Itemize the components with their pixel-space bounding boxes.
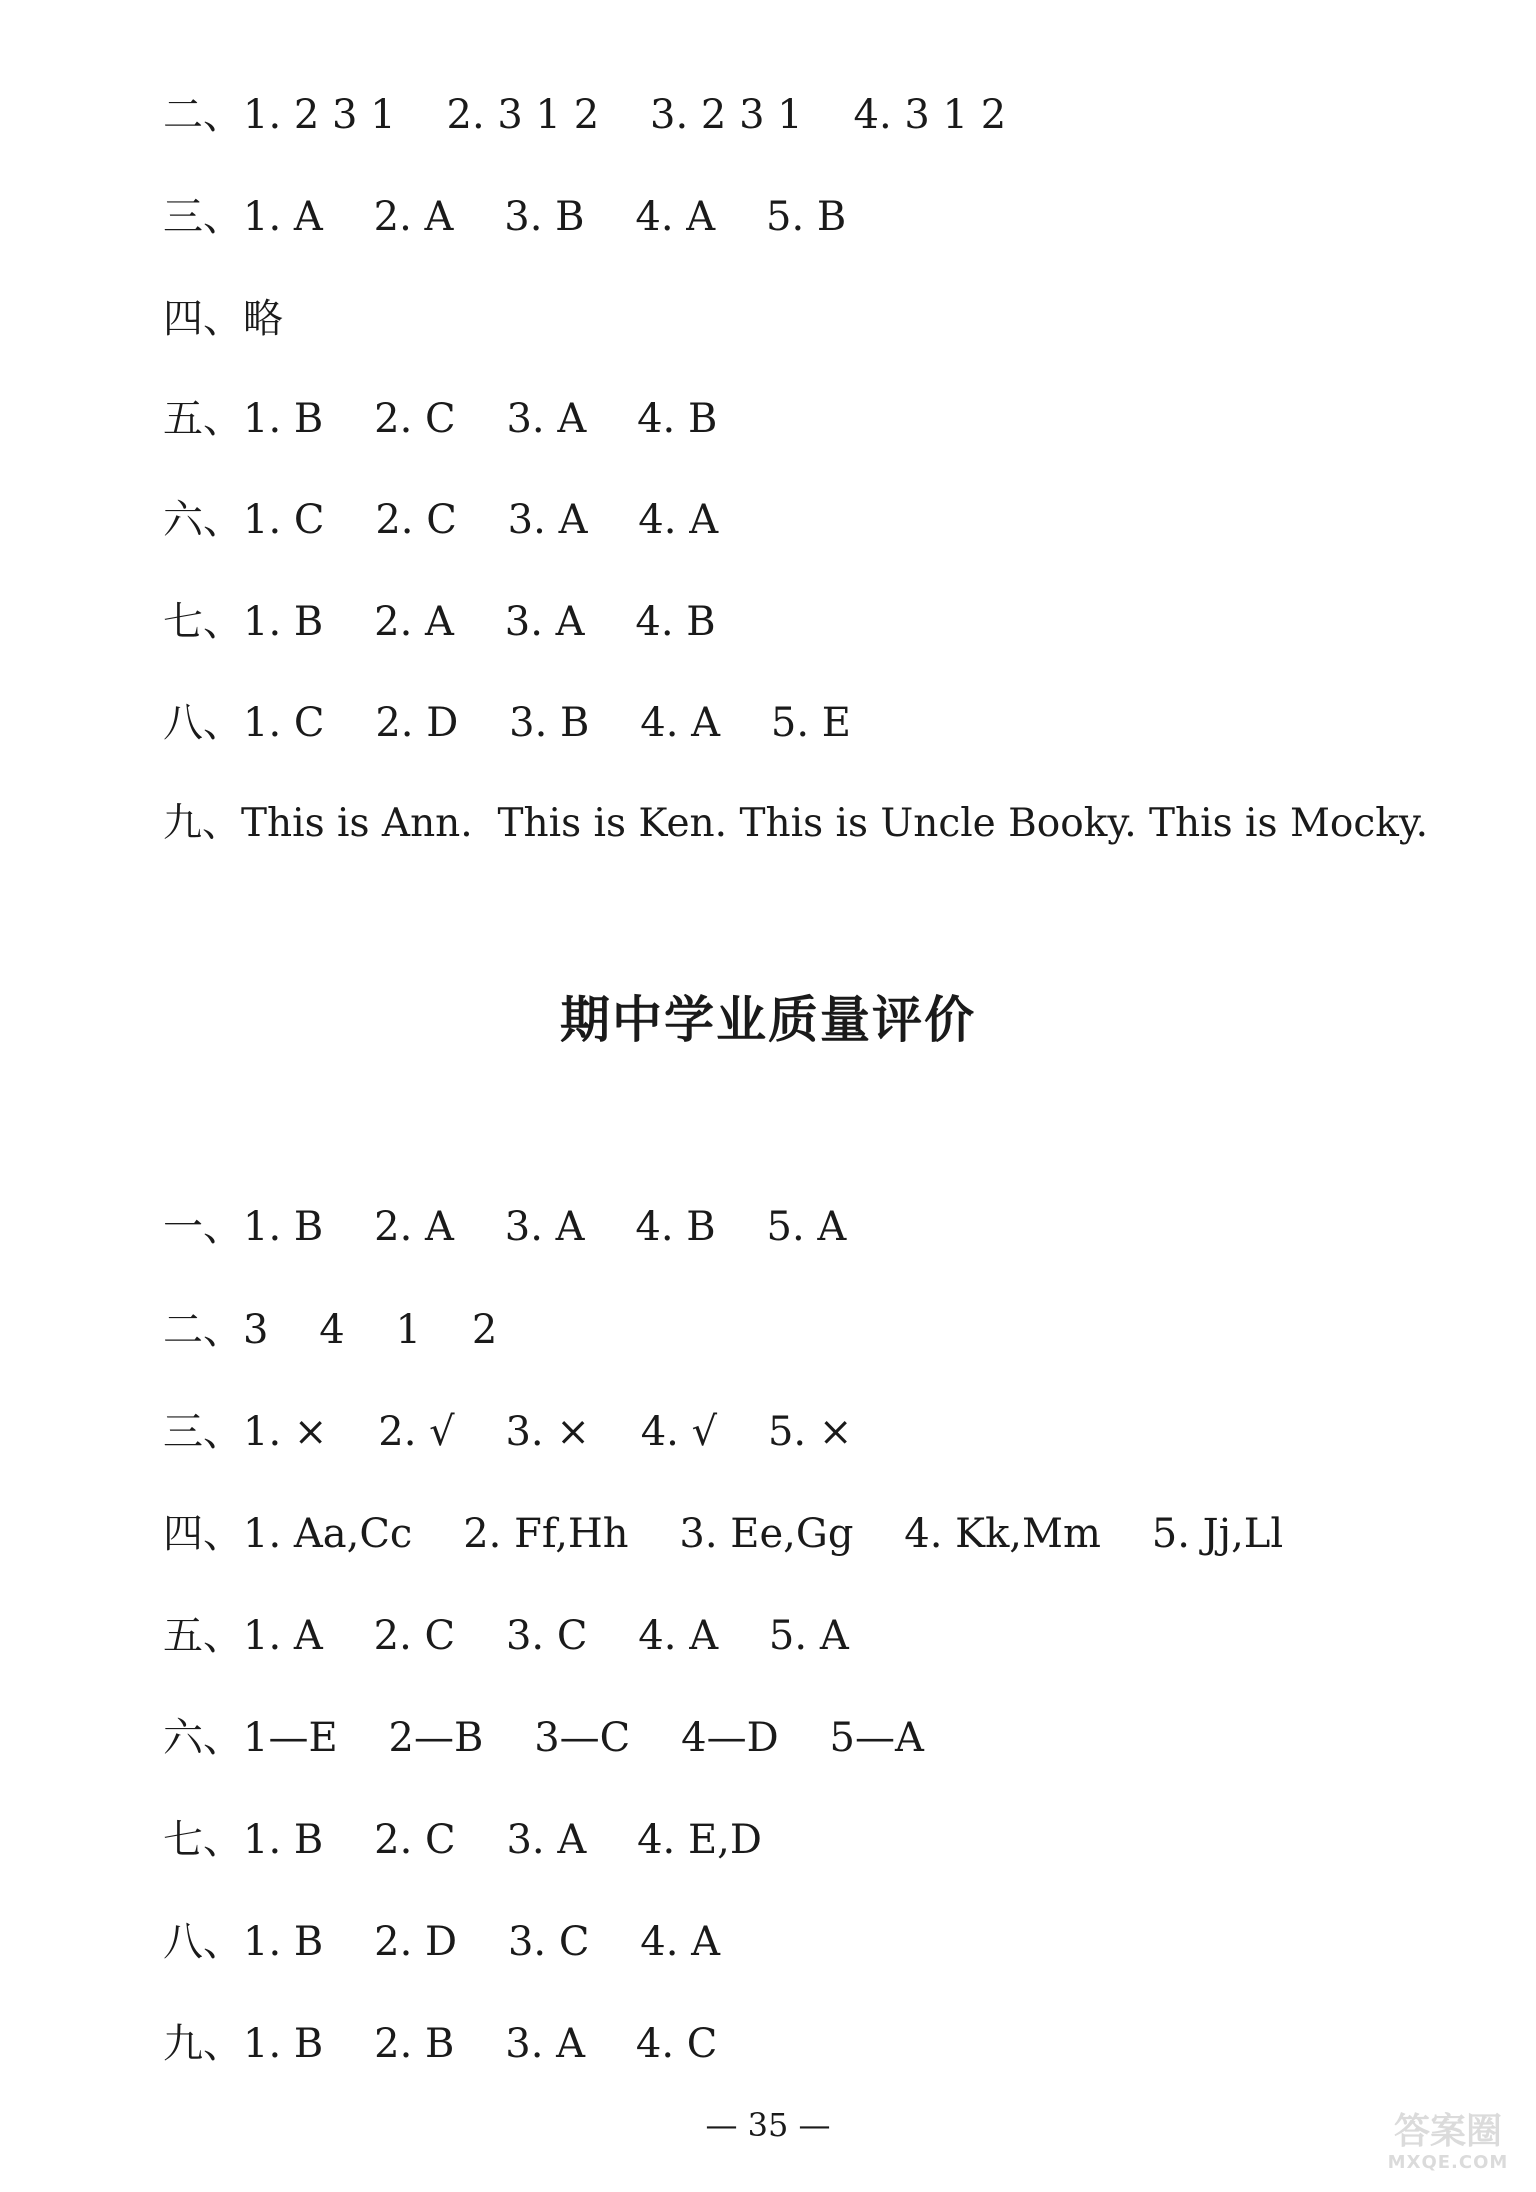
answer-line: 五、1. A 2. C 3. C 4. A 5. A <box>163 1613 849 1659</box>
section-title: 期中学业质量评价 <box>560 991 976 1049</box>
answer-line: 九、This is Ann. This is Ken. This is Uncle Booky. This is Mocky. <box>163 801 1429 846</box>
answer-line: 七、1. B 2. A 3. A 4. B <box>163 599 716 645</box>
answer-line: 五、1. B 2. C 3. A 4. B <box>163 396 718 442</box>
answer-line: 九、1. B 2. B 3. A 4. C <box>163 2021 718 2067</box>
answer-line: 一、1. B 2. A 3. A 4. B 5. A <box>163 1204 847 1250</box>
answer-line: 六、1. C 2. C 3. A 4. A <box>163 497 719 543</box>
watermark-url: MXQE.COM <box>1387 2152 1509 2173</box>
answer-line: 八、1. B 2. D 3. C 4. A <box>163 1919 721 1965</box>
page-number: — 35 — <box>705 2106 831 2144</box>
answer-line: 二、3 4 1 2 <box>163 1307 498 1353</box>
answer-line: 四、略 <box>163 296 283 342</box>
answer-line: 四、1. Aa,Cc 2. Ff,Hh 3. Ee,Gg 4. Kk,Mm 5. Jj,Ll <box>163 1511 1284 1557</box>
watermark-logo <box>1378 2108 1518 2178</box>
watermark-text: 答案圈 <box>1393 2111 1502 2152</box>
answer-line: 八、1. C 2. D 3. B 4. A 5. E <box>163 700 851 746</box>
answer-line: 六、1—E 2—B 3—C 4—D 5—A <box>163 1715 924 1761</box>
answer-line: 二、1. 2 3 1 2. 3 1 2 3. 2 3 1 4. 3 1 2 <box>163 92 1007 138</box>
answer-line: 七、1. B 2. C 3. A 4. E,D <box>163 1817 762 1863</box>
answer-line: 三、1. A 2. A 3. B 4. A 5. B <box>163 194 847 240</box>
answer-line: 三、1. × 2. √ 3. × 4. √ 5. × <box>163 1409 853 1455</box>
